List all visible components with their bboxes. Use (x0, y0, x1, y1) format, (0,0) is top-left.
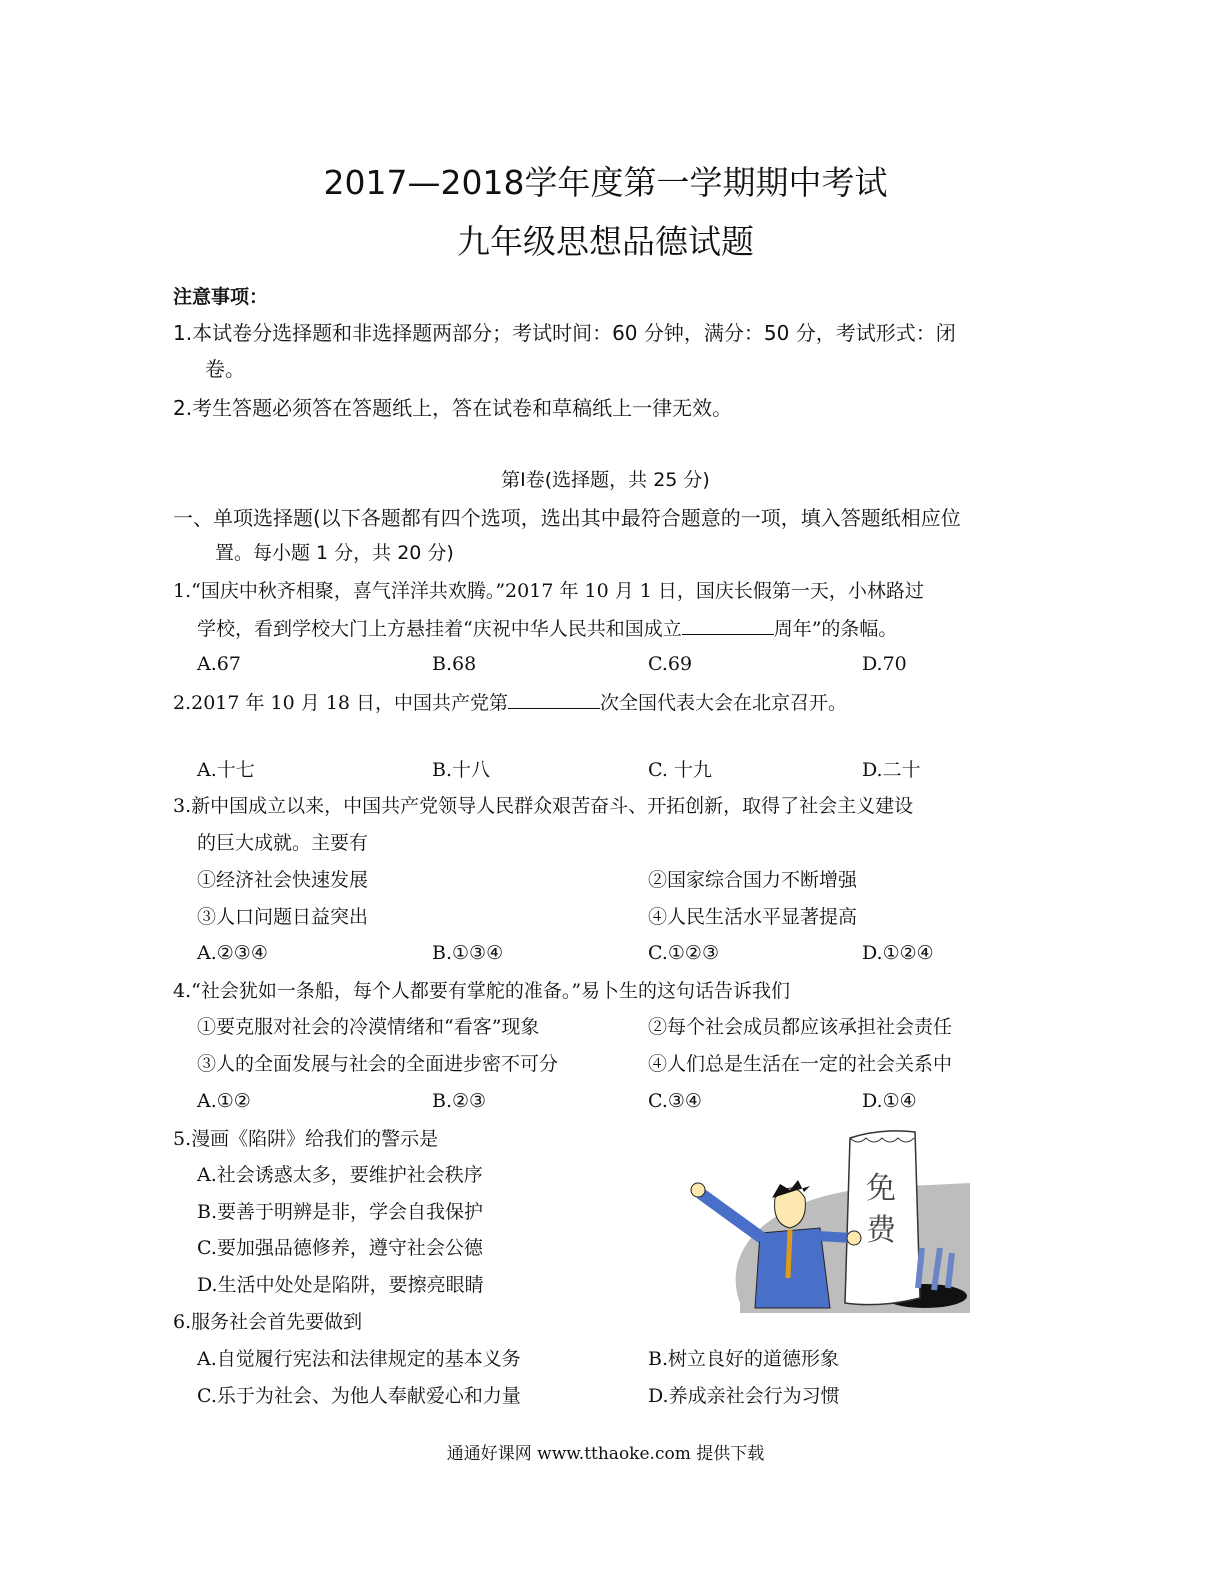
q1-option-b: B.68 (432, 653, 477, 675)
exam-title: 2017—2018学年度第一学期期中考试 (323, 163, 888, 202)
exam-subtitle: 九年级思想品德试题 (457, 222, 754, 261)
q2-option-d: D.二十 (862, 759, 921, 781)
q1-stem-cont: 学校，看到学校大门上方悬挂着“庆祝中华人民共和国成立 周年”的条幅。 (197, 618, 898, 640)
q5-option-d: D.生活中处处是陷阱，要擦亮眼睛 (197, 1274, 484, 1296)
q1-stem: 1.“国庆中秋齐相聚，喜气洋洋共欢腾。”2017 年 10 月 1 日，国庆长假第一天，小林路过 (173, 580, 924, 602)
q5-option-c: C.要加强品德修养，遵守社会公德 (197, 1237, 483, 1259)
q6-stem: 6.服务社会首先要做到 (173, 1311, 363, 1333)
q1-option-c: C.69 (648, 653, 693, 675)
q3-stem: 3.新中国成立以来，中国共产党领导人民群众艰苦奋斗、开拓创新，取得了社会主义建设 (173, 795, 914, 817)
q3-option-a: A.②③④ (197, 942, 268, 964)
notice-heading: 注意事项： (173, 286, 269, 308)
q1-option-a: A.67 (197, 653, 241, 675)
q4-stem: 4.“社会犹如一条船，每个人都要有掌舵的准备。”易卜生的这句话告诉我们 (173, 980, 791, 1002)
q4-statement-1: ①要克服对社会的冷漠情绪和“看客”现象 (197, 1016, 540, 1038)
answer-blank (508, 690, 600, 709)
section1-line2: 置。每小题 1 分，共 20 分) (215, 542, 454, 564)
q3-option-d: D.①②④ (862, 942, 934, 964)
q3-statement-1: ①经济社会快速发展 (197, 869, 369, 891)
q3-statement-2: ②国家综合国力不断增强 (648, 869, 858, 891)
q3-statement-3: ③人口问题日益突出 (197, 906, 369, 928)
q3-option-b: B.①③④ (432, 942, 504, 964)
q6-option-a: A.自觉履行宪法和法律规定的基本义务 (197, 1348, 521, 1370)
q2-option-a: A.十七 (197, 759, 255, 781)
trap-cartoon (680, 1128, 970, 1313)
notice-item-1-cont: 卷。 (205, 357, 245, 381)
q4-option-b: B.②③ (432, 1090, 487, 1112)
q6-option-b: B.树立良好的道德形象 (648, 1348, 840, 1370)
notice-item-1: 1.本试卷分选择题和非选择题两部分；考试时间：60 分钟，满分：50 分，考试形式：闭 (173, 321, 956, 345)
q4-statement-3: ③人的全面发展与社会的全面进步密不可分 (197, 1053, 559, 1075)
q4-option-a: A.①② (197, 1090, 251, 1112)
q4-option-d: D.①④ (862, 1090, 917, 1112)
q5-option-b: B.要善于明辨是非，学会自我保护 (197, 1201, 484, 1223)
notice-item-2: 2.考生答题必须答在答题纸上，答在试卷和草稿纸上一律无效。 (173, 396, 733, 420)
q3-statement-4: ④人民生活水平显著提高 (648, 906, 858, 928)
section1-line1: 一、单项选择题(以下各题都有四个选项，选出其中最符合题意的一项，填入答题纸相应位 (173, 506, 961, 530)
q2-stem: 2.2017 年 10 月 18 日，中国共产党第 次全国代表大会在北京召开。 (173, 692, 848, 714)
q4-statement-2: ②每个社会成员都应该承担社会责任 (648, 1016, 953, 1038)
q2-option-b: B.十八 (432, 759, 491, 781)
q3-option-c: C.①②③ (648, 942, 719, 964)
q5-option-a: A.社会诱惑太多，要维护社会秩序 (197, 1164, 483, 1186)
q3-stem-cont: 的巨大成就。主要有 (197, 832, 369, 854)
cartoon-text-fei: 费 (866, 1213, 896, 1248)
q6-option-c: C.乐于为社会、为他人奉献爱心和力量 (197, 1385, 521, 1407)
q5-stem: 5.漫画《陷阱》给我们的警示是 (173, 1128, 439, 1150)
cartoon-text-mian: 免 (866, 1171, 896, 1206)
answer-blank (682, 616, 774, 635)
q6-option-d: D.养成亲社会行为习惯 (648, 1385, 840, 1407)
footer-source: 通通好课网 www.tthaoke.com 提供下载 (446, 1444, 765, 1464)
q2-option-c: C. 十九 (648, 759, 712, 781)
part1-heading: 第Ⅰ卷(选择题，共 25 分) (501, 469, 710, 491)
q4-statement-4: ④人们总是生活在一定的社会关系中 (648, 1053, 953, 1075)
q4-option-c: C.③④ (648, 1090, 702, 1112)
q1-option-d: D.70 (862, 653, 907, 675)
